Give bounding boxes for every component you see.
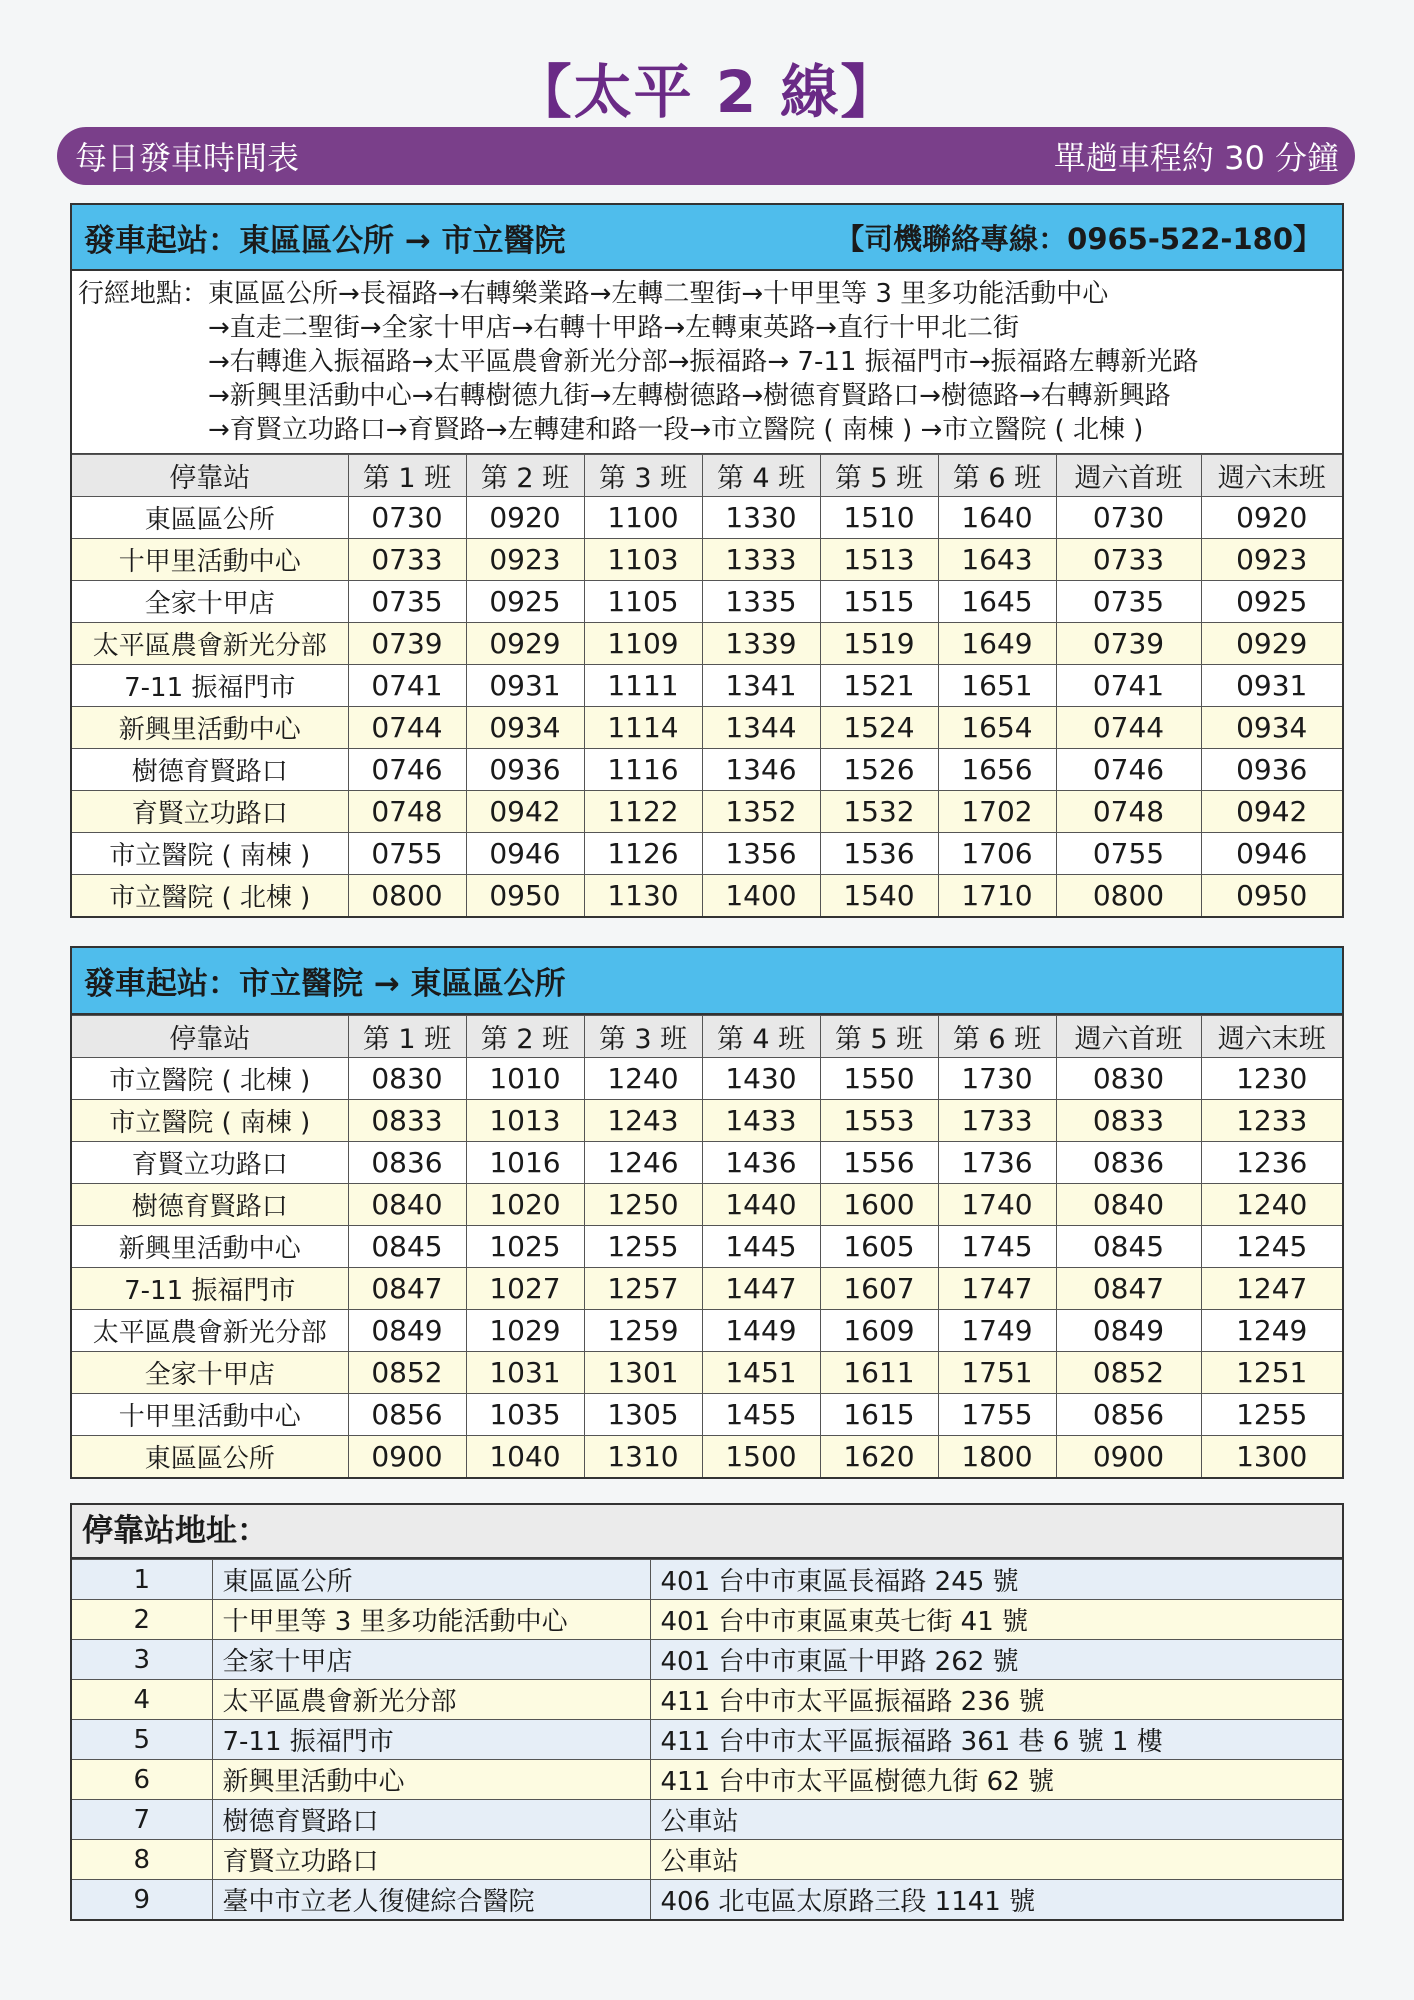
column-header: 週六末班	[1201, 1016, 1342, 1058]
departure-time: 1116	[584, 749, 702, 791]
departure-time: 1600	[820, 1184, 938, 1226]
departure-time: 1031	[466, 1352, 584, 1394]
departure-time: 1749	[938, 1310, 1056, 1352]
route-line: →直走二聖街→全家十甲店→右轉十甲路→左轉東英路→直行十甲北二街	[208, 313, 1019, 343]
departure-time: 0923	[1201, 539, 1342, 581]
departure-time: 1500	[702, 1436, 820, 1478]
departure-time: 0849	[348, 1310, 466, 1352]
stop-name: 樹德育賢路口	[72, 749, 348, 791]
stop-name: 新興里活動中心	[72, 707, 348, 749]
table-row	[72, 539, 1342, 581]
departure-time: 1736	[938, 1142, 1056, 1184]
departure-time: 1230	[1201, 1058, 1342, 1100]
departure-time: 1233	[1201, 1100, 1342, 1142]
stop-name: 太平區農會新光分部	[72, 1310, 348, 1352]
address-row	[72, 1680, 1342, 1720]
departure-time: 1730	[938, 1058, 1056, 1100]
departure-time: 1356	[702, 833, 820, 875]
departure-time: 0931	[1201, 665, 1342, 707]
stop-number: 3	[72, 1640, 212, 1680]
departure-time: 0950	[466, 875, 584, 917]
inbound-title: 發車起站：市立醫院 → 東區區公所	[84, 966, 566, 1002]
column-header: 第 1 班	[348, 1016, 466, 1058]
departure-time: 1335	[702, 581, 820, 623]
column-header: 第 4 班	[702, 1016, 820, 1058]
departure-time: 0840	[348, 1184, 466, 1226]
departure-time: 0856	[348, 1394, 466, 1436]
address-table	[72, 1559, 1342, 1919]
departure-time: 1740	[938, 1184, 1056, 1226]
departure-time: 0931	[466, 665, 584, 707]
departure-time: 1733	[938, 1100, 1056, 1142]
departure-time: 1706	[938, 833, 1056, 875]
departure-time: 0739	[1056, 623, 1201, 665]
table-row	[72, 581, 1342, 623]
column-header-row	[72, 455, 1342, 497]
departure-time: 1751	[938, 1352, 1056, 1394]
stop-number: 1	[72, 1560, 212, 1600]
departure-time: 0946	[466, 833, 584, 875]
route-line: →育賢立功路口→育賢路→左轉建和路一段→市立醫院 ( 南棟 ) →市立醫院 ( 北棟 )	[208, 415, 1144, 445]
column-header: 第 6 班	[938, 455, 1056, 497]
departure-time: 0748	[1056, 791, 1201, 833]
departure-time: 1114	[584, 707, 702, 749]
departure-time: 1250	[584, 1184, 702, 1226]
departure-time: 1301	[584, 1352, 702, 1394]
column-header-row	[72, 1016, 1342, 1058]
table-row	[72, 1184, 1342, 1226]
departure-time: 0925	[466, 581, 584, 623]
departure-time: 0934	[466, 707, 584, 749]
departure-time: 1445	[702, 1226, 820, 1268]
departure-time: 1300	[1201, 1436, 1342, 1478]
stop-address: 401 台中市東區東英七街 41 號	[650, 1600, 1342, 1640]
departure-time: 1656	[938, 749, 1056, 791]
departure-time: 1755	[938, 1394, 1056, 1436]
table-row	[72, 1226, 1342, 1268]
table-row	[72, 749, 1342, 791]
stop-address: 401 台中市東區長福路 245 號	[650, 1560, 1342, 1600]
departure-time: 1556	[820, 1142, 938, 1184]
departure-time: 1020	[466, 1184, 584, 1226]
departure-time: 0840	[1056, 1184, 1201, 1226]
column-header: 停靠站	[72, 1016, 348, 1058]
departure-time: 1352	[702, 791, 820, 833]
departure-time: 1040	[466, 1436, 584, 1478]
stop-address-list	[70, 1503, 1344, 1921]
departure-time: 1611	[820, 1352, 938, 1394]
departure-time: 1440	[702, 1184, 820, 1226]
departure-time: 0836	[1056, 1142, 1201, 1184]
departure-time: 1247	[1201, 1268, 1342, 1310]
column-header: 第 5 班	[820, 1016, 938, 1058]
departure-time: 1305	[584, 1394, 702, 1436]
departure-time: 0800	[1056, 875, 1201, 917]
outbound-timetable	[70, 203, 1344, 918]
departure-time: 1400	[702, 875, 820, 917]
departure-time: 1540	[820, 875, 938, 917]
departure-time: 0946	[1201, 833, 1342, 875]
departure-time: 1257	[584, 1268, 702, 1310]
departure-time: 1510	[820, 497, 938, 539]
departure-time: 0741	[1056, 665, 1201, 707]
address-row	[72, 1720, 1342, 1760]
address-row	[72, 1640, 1342, 1680]
departure-time: 0744	[1056, 707, 1201, 749]
departure-time: 1451	[702, 1352, 820, 1394]
departure-time: 0735	[1056, 581, 1201, 623]
table-row	[72, 833, 1342, 875]
departure-time: 0748	[348, 791, 466, 833]
departure-time: 0755	[1056, 833, 1201, 875]
stop-name: 樹德育賢路口	[212, 1800, 650, 1840]
departure-time: 1236	[1201, 1142, 1342, 1184]
departure-time: 1126	[584, 833, 702, 875]
departure-time: 0830	[1056, 1058, 1201, 1100]
stop-number: 8	[72, 1840, 212, 1880]
departure-time: 1615	[820, 1394, 938, 1436]
departure-time: 0929	[1201, 623, 1342, 665]
departure-time: 0845	[1056, 1226, 1201, 1268]
departure-time: 1130	[584, 875, 702, 917]
departure-time: 1524	[820, 707, 938, 749]
departure-time: 1609	[820, 1310, 938, 1352]
inbound-timetable	[70, 946, 1344, 1479]
departure-time: 1455	[702, 1394, 820, 1436]
departure-time: 0856	[1056, 1394, 1201, 1436]
stop-address: 411 台中市太平區樹德九街 62 號	[650, 1760, 1342, 1800]
address-row	[72, 1600, 1342, 1640]
departure-time: 1339	[702, 623, 820, 665]
departure-time: 1013	[466, 1100, 584, 1142]
table-row	[72, 1310, 1342, 1352]
stop-name: 全家十甲店	[72, 1352, 348, 1394]
departure-time: 0845	[348, 1226, 466, 1268]
departure-time: 0920	[466, 497, 584, 539]
trip-duration: 單趟車程約 30 分鐘	[1053, 139, 1339, 177]
schedule-banner	[57, 127, 1355, 185]
column-header: 週六末班	[1201, 455, 1342, 497]
stop-name: 東區區公所	[212, 1560, 650, 1600]
table-row	[72, 665, 1342, 707]
route-label: 行經地點：	[78, 279, 209, 309]
stop-address: 公車站	[650, 1800, 1342, 1840]
stop-name: 太平區農會新光分部	[212, 1680, 650, 1720]
column-header: 第 2 班	[466, 455, 584, 497]
departure-time: 0733	[1056, 539, 1201, 581]
route-line: →新興里活動中心→右轉樹德九街→左轉樹德路→樹德育賢路口→樹德路→右轉新興路	[208, 381, 1171, 411]
stop-name: 新興里活動中心	[212, 1760, 650, 1800]
stop-name: 全家十甲店	[72, 581, 348, 623]
stop-name: 7-11 振福門市	[212, 1720, 650, 1760]
address-row	[72, 1800, 1342, 1840]
stop-name: 市立醫院 ( 北棟 )	[72, 1058, 348, 1100]
departure-time: 0936	[466, 749, 584, 791]
departure-time: 0925	[1201, 581, 1342, 623]
departure-time: 0942	[1201, 791, 1342, 833]
stop-number: 2	[72, 1600, 212, 1640]
departure-time: 1532	[820, 791, 938, 833]
departure-time: 1620	[820, 1436, 938, 1478]
departure-time: 1433	[702, 1100, 820, 1142]
departure-time: 1640	[938, 497, 1056, 539]
route-title: 【太平 2 線】	[513, 58, 901, 126]
departure-time: 0852	[1056, 1352, 1201, 1394]
departure-time: 0730	[348, 497, 466, 539]
departure-time: 1447	[702, 1268, 820, 1310]
departure-time: 1246	[584, 1142, 702, 1184]
column-header: 週六首班	[1056, 455, 1201, 497]
table-row	[72, 1142, 1342, 1184]
table-row	[72, 875, 1342, 917]
departure-time: 0849	[1056, 1310, 1201, 1352]
stop-name: 新興里活動中心	[72, 1226, 348, 1268]
departure-time: 0923	[466, 539, 584, 581]
departure-time: 0733	[348, 539, 466, 581]
column-header: 第 3 班	[584, 1016, 702, 1058]
departure-time: 1651	[938, 665, 1056, 707]
column-header: 停靠站	[72, 455, 348, 497]
address-row	[72, 1760, 1342, 1800]
driver-hotline: 【司機聯絡專線：0965-522-180】	[835, 221, 1322, 256]
departure-time: 0900	[1056, 1436, 1201, 1478]
departure-time: 1010	[466, 1058, 584, 1100]
column-header: 第 2 班	[466, 1016, 584, 1058]
departure-time: 1245	[1201, 1226, 1342, 1268]
departure-time: 1251	[1201, 1352, 1342, 1394]
departure-time: 1513	[820, 539, 938, 581]
departure-time: 1526	[820, 749, 938, 791]
departure-time: 1747	[938, 1268, 1056, 1310]
departure-time: 0746	[1056, 749, 1201, 791]
departure-time: 1255	[584, 1226, 702, 1268]
departure-time: 0739	[348, 623, 466, 665]
stop-number: 9	[72, 1880, 212, 1920]
departure-time: 1519	[820, 623, 938, 665]
stop-name: 全家十甲店	[212, 1640, 650, 1680]
departure-time: 1330	[702, 497, 820, 539]
departure-time: 0730	[1056, 497, 1201, 539]
column-header: 第 1 班	[348, 455, 466, 497]
stop-name: 市立醫院 ( 南棟 )	[72, 1100, 348, 1142]
stop-name: 十甲里活動中心	[72, 1394, 348, 1436]
departure-time: 0800	[348, 875, 466, 917]
departure-time: 1035	[466, 1394, 584, 1436]
stop-name: 十甲里活動中心	[72, 539, 348, 581]
departure-time: 1344	[702, 707, 820, 749]
table-row	[72, 791, 1342, 833]
table-row	[72, 707, 1342, 749]
departure-time: 1240	[584, 1058, 702, 1100]
departure-time: 1029	[466, 1310, 584, 1352]
departure-time: 0833	[348, 1100, 466, 1142]
address-row	[72, 1560, 1342, 1600]
column-header: 第 4 班	[702, 455, 820, 497]
column-header: 第 6 班	[938, 1016, 1056, 1058]
departure-time: 1310	[584, 1436, 702, 1478]
departure-time: 1333	[702, 539, 820, 581]
stop-name: 育賢立功路口	[212, 1840, 650, 1880]
departure-time: 0830	[348, 1058, 466, 1100]
departure-time: 0833	[1056, 1100, 1201, 1142]
address-row	[72, 1840, 1342, 1880]
departure-time: 1607	[820, 1268, 938, 1310]
departure-time: 1255	[1201, 1394, 1342, 1436]
stop-name: 市立醫院 ( 南棟 )	[72, 833, 348, 875]
departure-time: 1436	[702, 1142, 820, 1184]
stop-number: 5	[72, 1720, 212, 1760]
departure-time: 1645	[938, 581, 1056, 623]
stop-name: 十甲里等 3 里多功能活動中心	[212, 1600, 650, 1640]
departure-time: 1745	[938, 1226, 1056, 1268]
route-line: →右轉進入振福路→太平區農會新光分部→振福路→ 7-11 振福門市→振福路左轉新光路	[208, 347, 1199, 377]
departure-time: 0929	[466, 623, 584, 665]
stop-name: 育賢立功路口	[72, 1142, 348, 1184]
route-line: 東區區公所→長福路→右轉樂業路→左轉二聖街→十甲里等 3 里多功能活動中心	[208, 279, 1109, 309]
stop-address: 411 台中市太平區振福路 361 巷 6 號 1 樓	[650, 1720, 1342, 1760]
address-row	[72, 1880, 1342, 1920]
departure-time: 0847	[1056, 1268, 1201, 1310]
departure-time: 1341	[702, 665, 820, 707]
stop-address: 406 北屯區太原路三段 1141 號	[650, 1880, 1342, 1920]
departure-time: 1800	[938, 1436, 1056, 1478]
departure-time: 1105	[584, 581, 702, 623]
stop-name: 臺中市立老人復健綜合醫院	[212, 1880, 650, 1920]
stop-name: 7-11 振福門市	[72, 665, 348, 707]
table-row	[72, 1436, 1342, 1478]
departure-time: 1016	[466, 1142, 584, 1184]
departure-time: 1710	[938, 875, 1056, 917]
departure-time: 1553	[820, 1100, 938, 1142]
stop-name: 7-11 振福門市	[72, 1268, 348, 1310]
column-header: 週六首班	[1056, 1016, 1201, 1058]
stop-name: 育賢立功路口	[72, 791, 348, 833]
table-row	[72, 1268, 1342, 1310]
column-header: 第 5 班	[820, 455, 938, 497]
departure-time: 1449	[702, 1310, 820, 1352]
departure-time: 1111	[584, 665, 702, 707]
departure-time: 1430	[702, 1058, 820, 1100]
departure-time: 1122	[584, 791, 702, 833]
stop-number: 4	[72, 1680, 212, 1720]
departure-time: 1654	[938, 707, 1056, 749]
address-header: 停靠站地址：	[72, 1505, 1342, 1559]
route-lines	[208, 277, 1198, 447]
departure-time: 1346	[702, 749, 820, 791]
table-row	[72, 1100, 1342, 1142]
stop-number: 6	[72, 1760, 212, 1800]
departure-time: 1259	[584, 1310, 702, 1352]
departure-time: 1240	[1201, 1184, 1342, 1226]
departure-time: 0950	[1201, 875, 1342, 917]
stop-name: 東區區公所	[72, 497, 348, 539]
stop-name: 東區區公所	[72, 1436, 348, 1478]
departure-time: 0920	[1201, 497, 1342, 539]
departure-time: 1550	[820, 1058, 938, 1100]
table-row	[72, 1352, 1342, 1394]
table-row	[72, 1394, 1342, 1436]
departure-time: 0847	[348, 1268, 466, 1310]
departure-time: 0836	[348, 1142, 466, 1184]
departure-time: 0741	[348, 665, 466, 707]
table-row	[72, 1058, 1342, 1100]
departure-time: 1103	[584, 539, 702, 581]
table-row	[72, 623, 1342, 665]
departure-time: 1109	[584, 623, 702, 665]
table-row	[72, 497, 1342, 539]
departure-time: 0900	[348, 1436, 466, 1478]
outbound-header	[72, 205, 1342, 271]
departure-time: 0755	[348, 833, 466, 875]
inbound-header	[72, 948, 1342, 1015]
departure-time: 1027	[466, 1268, 584, 1310]
departure-time: 1605	[820, 1226, 938, 1268]
stop-name: 太平區農會新光分部	[72, 623, 348, 665]
stop-address: 411 台中市太平區振福路 236 號	[650, 1680, 1342, 1720]
departure-time: 1100	[584, 497, 702, 539]
departure-time: 1249	[1201, 1310, 1342, 1352]
departure-time: 0936	[1201, 749, 1342, 791]
stop-address: 公車站	[650, 1840, 1342, 1880]
departure-time: 1536	[820, 833, 938, 875]
stop-number: 7	[72, 1800, 212, 1840]
departure-time: 0934	[1201, 707, 1342, 749]
column-header: 第 3 班	[584, 455, 702, 497]
departure-time: 1643	[938, 539, 1056, 581]
departure-time: 0852	[348, 1352, 466, 1394]
outbound-table	[72, 454, 1342, 916]
departure-time: 1515	[820, 581, 938, 623]
banner-label: 每日發車時間表	[75, 139, 300, 177]
stop-name: 市立醫院 ( 北棟 )	[72, 875, 348, 917]
inbound-table	[72, 1015, 1342, 1477]
departure-time: 1243	[584, 1100, 702, 1142]
departure-time: 0744	[348, 707, 466, 749]
departure-time: 0942	[466, 791, 584, 833]
departure-time: 1702	[938, 791, 1056, 833]
departure-time: 1649	[938, 623, 1056, 665]
departure-time: 1025	[466, 1226, 584, 1268]
departure-time: 1521	[820, 665, 938, 707]
stop-address: 401 台中市東區十甲路 262 號	[650, 1640, 1342, 1680]
outbound-title: 發車起站：東區區公所 → 市立醫院	[84, 222, 566, 259]
departure-time: 0735	[348, 581, 466, 623]
stop-name: 樹德育賢路口	[72, 1184, 348, 1226]
route-description	[72, 271, 1342, 454]
departure-time: 0746	[348, 749, 466, 791]
